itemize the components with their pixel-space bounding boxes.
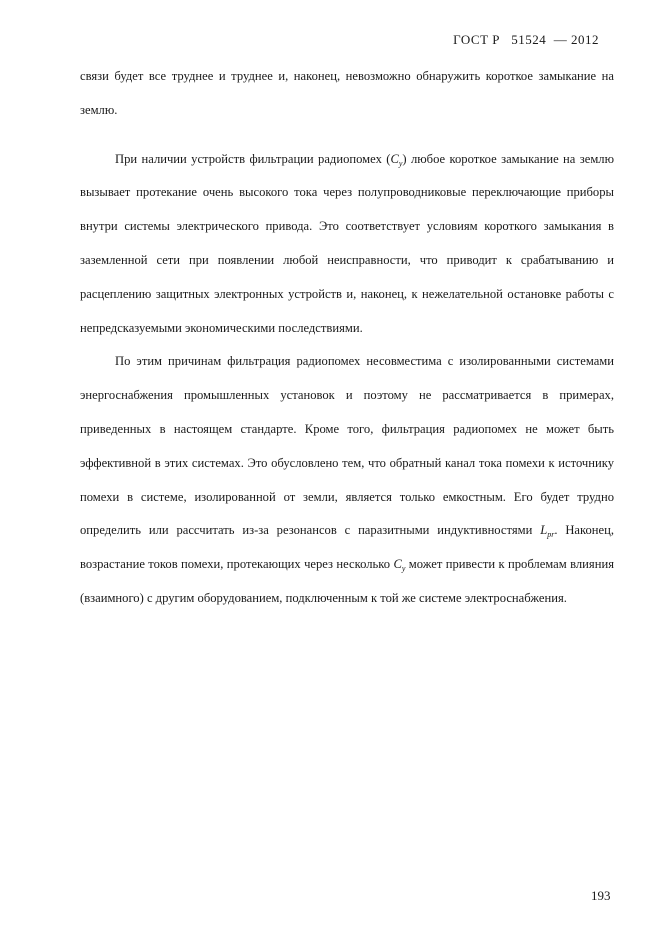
symbol-lpr-base: L: [540, 523, 548, 538]
paragraph-1-text: связи будет все труднее и труднее и, наконец, невозможно обнаружить короткое замыкание на землю.: [80, 69, 614, 117]
page-number: 193: [591, 888, 611, 903]
symbol-cy-2-base: C: [393, 557, 402, 572]
paragraph-3-text-a: По этим причинам фильтрация радиопомех несовместима с изолированными системами энергоснабжения промышленных установок и поэтому не рассматривается в примерах, приведенных в настоящем стандарте. Кроме того, фильтрация радиопомех не может быть эффективной в этих системах. Это обусловлено тем, что обратный канал тока помехи к источнику помехи в системе, изолированной от земли, является только емкостным. Его будет трудно определить или рассчитать из-за резонансов с паразитными индуктивностями: [80, 354, 614, 538]
paragraph-2: [80, 143, 614, 346]
symbol-cy-2-sub: y: [401, 564, 406, 574]
paragraph-3: [80, 345, 614, 615]
symbol-cy-base: C: [390, 151, 399, 166]
body-text: [80, 60, 614, 616]
paragraph-2-text-a: При наличии устройств фильтрации радиопомех (: [115, 151, 391, 166]
symbol-lpr: [540, 523, 555, 540]
page-header-standard: ГОСТ Р 51524 — 2012: [453, 32, 599, 47]
paragraph-2-text-b: ) любое короткое замыкание на землю вызывает протекание очень высокого тока через полупроводниковые переключающие приборы внутри системы электрического привода. Это соответствует условиям короткого замыкания в заземленной сети при появлении любой неисправности, что приводит к срабатыванию и расцеплению защитных электронных устройств и, наконец, к нежелательной остановке работы с непредсказуемыми экономическими последствиями.: [80, 151, 614, 335]
paragraph-1: [80, 60, 614, 128]
symbol-cy-sub: y: [398, 158, 403, 168]
symbol-cy-2: [393, 557, 406, 574]
paragraph-3-text-b: . Наконец, возрастание токов помехи, протекающих через несколько: [80, 523, 614, 572]
symbol-lpr-sub: pr: [547, 530, 555, 540]
paragraph-3-text-c: может привести к проблемам влияния (взаимного) с другим оборудованием, подключенным к той же системе электроснабжения.: [80, 557, 614, 605]
symbol-cy: [390, 152, 402, 166]
